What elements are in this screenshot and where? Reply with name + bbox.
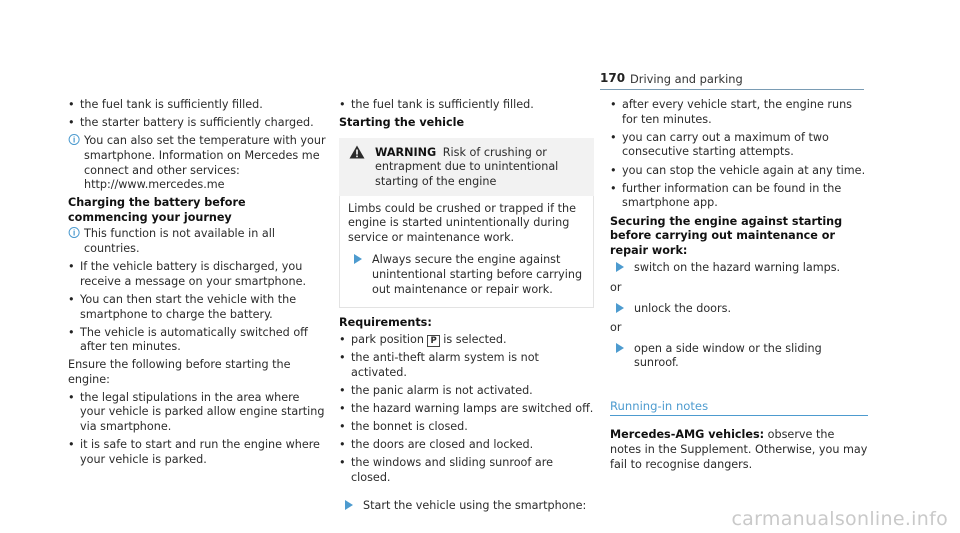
charging-heading: Charging the battery before commencing your journey [68,196,246,224]
tip-text: This function is not available in all countries. [84,227,275,256]
fuel-list [339,98,594,113]
start-step [339,499,594,514]
section-title: Driving and parking [630,72,743,86]
amg-note [610,428,868,472]
list-item: • the fuel tank is sufficiently filled. [339,98,594,113]
step-arrow-icon [354,254,362,264]
list-item: • the windows and sliding sunroof are closed. [339,456,594,485]
list-item: • the fuel tank is sufficiently filled. [68,98,326,113]
warning-triangle-icon [349,145,365,159]
list-item: • further information can be found in the smartphone app. [610,182,868,211]
park-prefix: park position [351,332,424,346]
warning-header [339,138,594,196]
list-item: • The vehicle is automatically switched off after ten minutes. [68,326,326,355]
amg-label: Mercedes-AMG vehicles: [610,428,765,442]
list-item: • the anti-theft alarm system is not activated. [339,351,594,380]
ensure-list [68,391,326,468]
warning-body [339,196,594,309]
tip-icon: 🛈 [68,133,81,148]
watermark: carmanualsonline.info [731,508,948,531]
list-item: • the panic alarm is not activated. [339,384,594,399]
list-item: • you can carry out a maximum of two consecutive starting attempts. [610,131,868,160]
window-step [610,342,868,371]
step-arrow-icon [616,303,624,313]
step-text: Start the vehicle using the smartphone: [363,498,587,512]
unlock-step [610,302,868,317]
list-item: • If the vehicle battery is discharged, you receive a message on your smartphone. [68,260,326,289]
engine-info-list [610,98,868,211]
tip-icon: 🛈 [68,226,81,241]
requirements-label: Requirements: [339,316,432,330]
list-item: • the hazard warning lamps are switched off. [339,402,594,417]
amg-text: observe the notes in the Supplement. Otherwise, you may fail to recognise dangers. [610,428,868,471]
list-item [339,333,594,348]
column-2 [339,98,594,521]
step-text: open a side window or the sliding sunroof. [634,341,822,370]
list-item: • it is safe to start and run the engine where your vehicle is parked. [68,438,326,467]
warning-text: Risk of crushing or entrapment due to unintentional starting of the engine [375,145,559,188]
column-1 [68,98,326,471]
list-item: • the bonnet is closed. [339,420,594,435]
list-item: • you can stop the vehicle again at any time. [610,164,868,179]
list-item: • after every vehicle start, the engine runs for ten minutes. [610,98,868,127]
warning-step [348,253,585,297]
or-text: or [610,280,622,294]
securing-heading: Securing the engine against starting before carrying out maintenance or repair work: [610,214,843,257]
hazard-step [610,261,868,276]
or-text: or [610,321,622,335]
running-in-heading: Running-in notes [610,399,868,417]
step-arrow-icon [616,262,624,272]
page-number: 170 [600,71,626,85]
list-item: • the legal stipulations in the area where your vehicle is parked allow engine starting via smartphone. [68,391,326,435]
step-arrow-icon [616,343,624,353]
warning-title: WARNING [375,145,437,159]
requirements-list [339,333,594,486]
charging-list [68,260,326,355]
list-item: • the starter battery is sufficiently charged. [68,116,326,131]
starting-heading: Starting the vehicle [339,116,465,130]
warning-box [339,138,594,308]
page-header [600,70,864,90]
warning-body-text: Limbs could be crushed or trapped if the engine is started unintentionally during service or maintenance work. [348,201,576,244]
list-item: • You can then start the vehicle with the smartphone to charge the battery. [68,293,326,322]
tip-note [68,227,326,256]
park-suffix: is selected. [443,332,507,346]
list-item: • the doors are closed and locked. [339,438,594,453]
ensure-text: Ensure the following before starting the engine: [68,358,291,387]
step-text: unlock the doors. [634,301,732,315]
step-text: Always secure the engine against unintentional starting before carrying out maintenance or repair work. [372,253,583,296]
park-symbol: P [427,335,439,347]
tip-text: You can also set the temperature with your smartphone. Information on Mercedes me connect and other services: http://www.mercedes.me [84,134,326,192]
step-text: switch on the hazard warning lamps. [634,261,841,275]
step-arrow-icon [345,500,353,510]
tip-note [68,134,326,192]
fuel-battery-list [68,98,326,131]
column-3 [610,98,868,472]
